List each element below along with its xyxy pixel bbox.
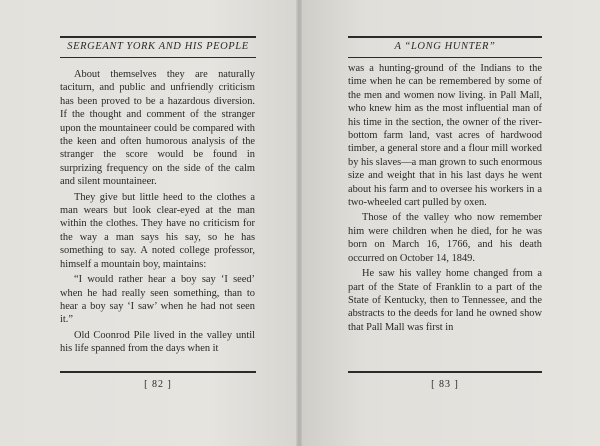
header-rule-top-right [348,36,542,38]
header-rule-bottom-left [60,57,256,58]
paragraph: About themselves they are naturally taciturn, and public and unfriendly criticism has been proved to be a hazardous diversion. If the thought and comment of the stranger upon the mountaineer could be compared with the keen and often humorous analysis of the stranger the score would be found in surprizing frequency on the side of the calm and silent mountaineer. [60,69,255,188]
footer-rule-right [348,371,542,373]
footer-rule-left [60,371,256,373]
paragraph: Those of the valley who now remember him were children when he died, for he was born on March 16, 1766, and his death occurred on October 14, 1849. [348,212,542,264]
paragraph: Old Coonrod Pile lived in the valley until his life spanned from the days when it [60,329,255,355]
left-page-body [60,68,255,356]
paragraph: They give but little heed to the clothes a man wears but look clear-eyed at the man within the clothes. They have no criticism for the way a man says his say, so he has something to say. A noted college professor, himself a mountain boy, maintains: [60,191,255,270]
header-rule-bottom-right [348,57,542,58]
running-head-left: SERGEANT YORK AND HIS PEOPLE [67,41,249,52]
page-number-right: [ 83 ] [431,379,459,390]
header-rule-top-left [60,36,256,38]
page-number-left: [ 82 ] [144,379,172,390]
right-page-body [348,62,542,334]
quotation: “I would rather hear a boy say ‘I seed’ when he had really seen something, than to hear a boy say ‘I saw’ when he had not seen it.” [60,274,255,326]
book-gutter [296,0,302,446]
running-head-right: A “LONG HUNTER” [394,41,496,52]
paragraph: He saw his valley home changed from a part of the State of Franklin to a part of the State of Kentucky, then to Tennessee, and the abstracts to the deeds for land he owned show that Pall Mall was first in [348,268,542,333]
paragraph: was a hunting-ground of the Indians to the time when he can be remembered by some of the men and women now living. in Pall Mall, who knew him as the most influential man of his time in the section, the owner of the river-bottom farm land, vast acres of hardwood timber, a general store and a flour mill worked by his slaves—a man grown to such enormous size and weight that in his last days he went about his farm and to oversee his workers in a two-wheeled cart pulled by oxen. [348,63,542,209]
